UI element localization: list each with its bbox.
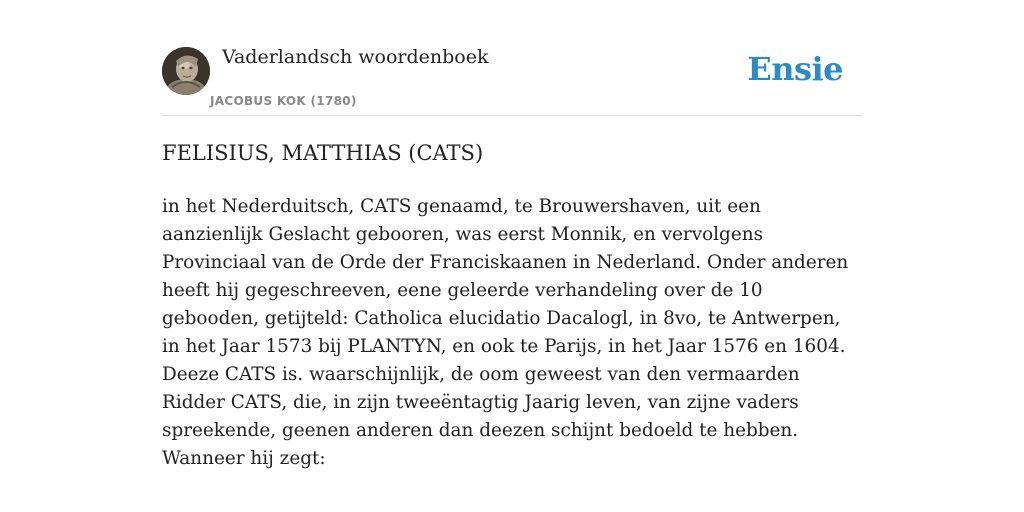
page	[162, 0, 862, 469]
entry-body: in het Nederduitsch, CATS genaamd, te Brouwershaven, uit een aanzienlijk Geslacht gebooren, was eerst Monnik, en vervolgens Provinciaal van de Orde der Franciskaanen in Nederland. Onder anderen heeft hij gegeschreeven, eene geleerde verhandeling over de 10 gebooden, getijteld: Catholica elucidatio Dacalogl, in 8vo, te Antwerpen, in het Jaar 1573 bij PLANTYN, en ook te Parijs, in het Jaar 1576 en 1604. Deeze CATS is. waarschijnlijk, de oom geweest van den vermaarden Ridder CATS, die, in zijn tweeëntagtig Jaarig leven, van zijne vaders spreekende, geenen anderen dan deezen schijnt bedoeld te hebben. Wanneer hij zegt:	[162, 196, 849, 469]
book-header	[162, 0, 862, 116]
ensie-logo-link[interactable]: Ensie	[747, 50, 843, 88]
book-title[interactable]: Vaderlandsch woordenboek	[222, 46, 489, 68]
portrait-image	[162, 47, 210, 95]
author-portrait-icon[interactable]	[162, 47, 210, 95]
book-author[interactable]: JACOBUS KOK (1780)	[210, 94, 357, 108]
entry-title: FELISIUS, MATTHIAS (CATS)	[162, 141, 484, 165]
